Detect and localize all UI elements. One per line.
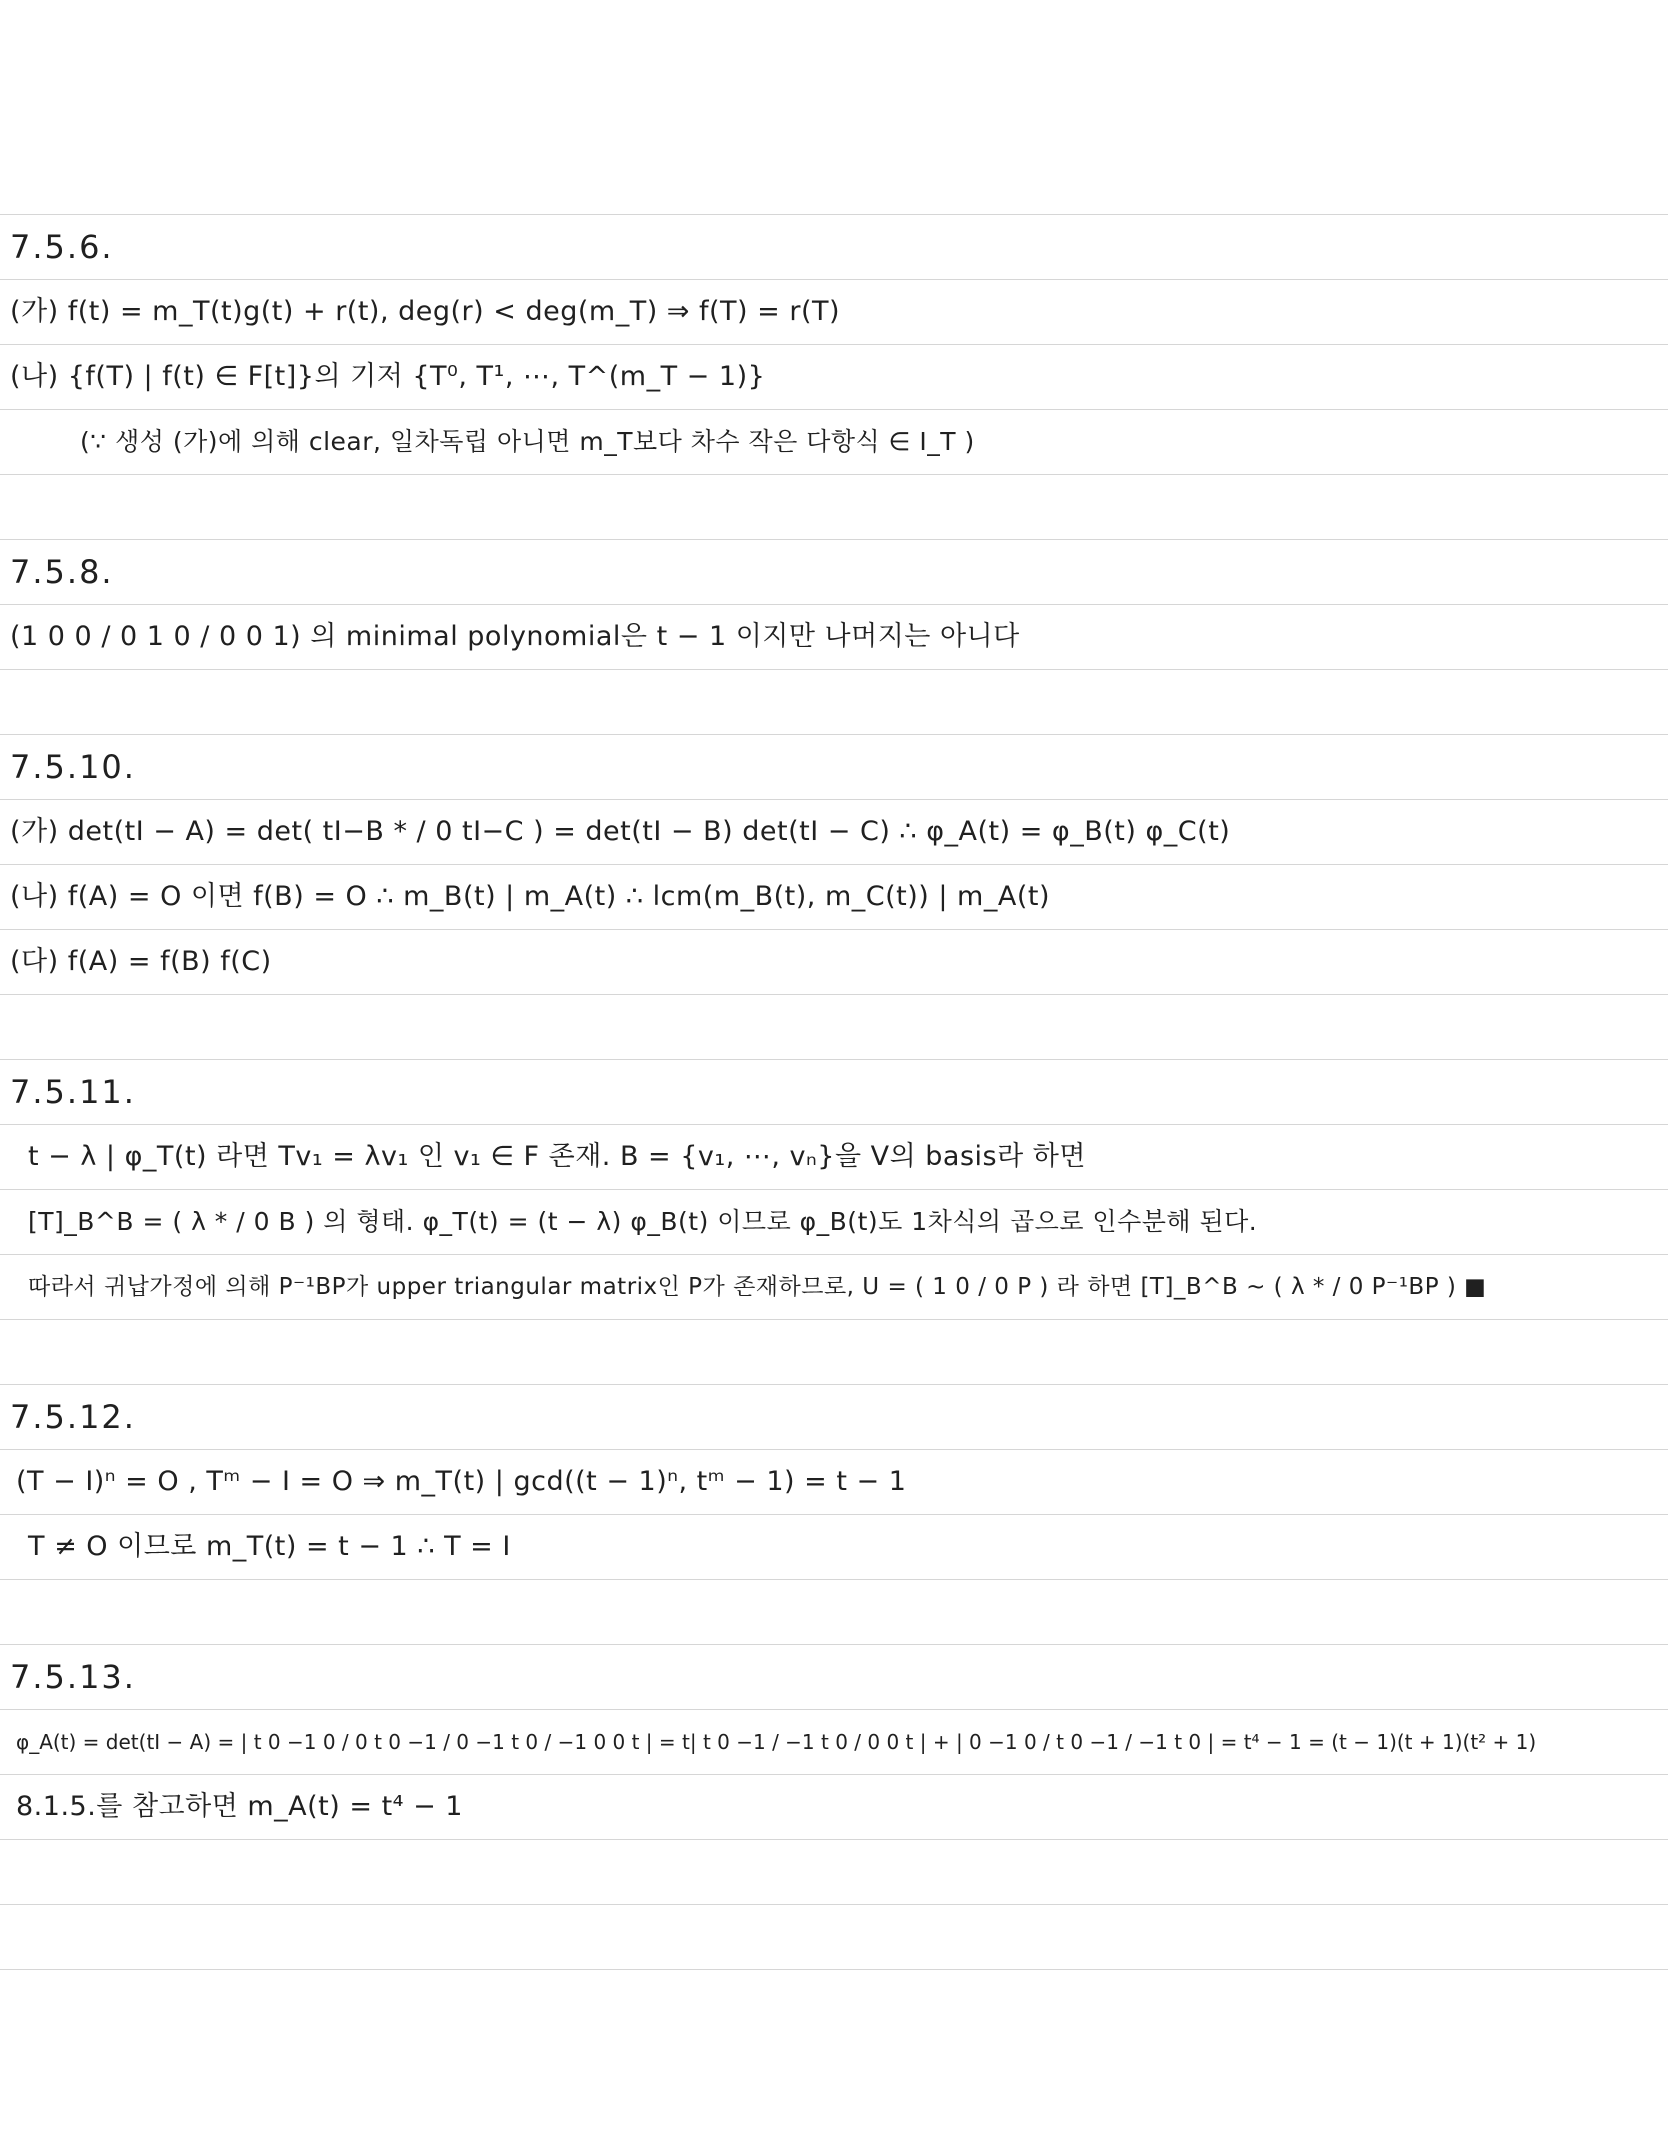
ruled-line <box>0 1839 1668 1840</box>
ruled-line <box>0 669 1668 670</box>
note-line-7-5-10-c: (다) f(A) = f(B) f(C) <box>10 946 272 977</box>
note-line-7-5-12-b: T ≠ O 이므로 m_T(t) = t − 1 ∴ T = I <box>28 1531 511 1562</box>
note-line-7-5-11-c: 따라서 귀납가정에 의해 P⁻¹BP가 upper triangular matrix인 P가 존재하므로, U = ( 1 0 / 0 P ) 라 하면 [T]_B^B ~ ( λ * / 0 P⁻¹BP ) ■ <box>28 1274 1487 1300</box>
note-line-7-5-10-b: (나) f(A) = O 이면 f(B) = O ∴ m_B(t) | m_A(t) ∴ lcm(m_B(t), m_C(t)) | m_A(t) <box>10 881 1050 912</box>
ruled-line <box>0 1319 1668 1320</box>
note-line-7-5-6-c: (∵ 생성 (가)에 의해 clear, 일차독립 아니면 m_T보다 차수 작은 다항식 ∈ I_T ) <box>80 427 975 456</box>
section-heading-7-5-6: 7.5.6. <box>10 228 114 266</box>
ruled-line <box>0 1904 1668 1905</box>
note-line-7-5-10-a: (가) det(tI − A) = det( tI−B * / 0 tI−C ) = det(tI − B) det(tI − C) ∴ φ_A(t) = φ_B(t) φ_C(t) <box>10 816 1231 847</box>
ruled-line <box>0 1969 1668 1970</box>
note-line-7-5-13-a: φ_A(t) = det(tI − A) = | t 0 −1 0 / 0 t 0 −1 / 0 −1 t 0 / −1 0 0 t | = t| t 0 −1 / −1 t 0 / 0 0 t | + | 0 −1 0 / t 0 −1 / −1 t 0 | = t⁴ − 1 = (t − 1)(t + 1)(t² + 1) <box>16 1730 1537 1754</box>
ruled-line <box>0 474 1668 475</box>
section-heading-7-5-10: 7.5.10. <box>10 748 136 786</box>
section-heading-7-5-11: 7.5.11. <box>10 1073 136 1111</box>
note-line-7-5-11-b: [T]_B^B = ( λ * / 0 B ) 의 형태. φ_T(t) = (t − λ) φ_B(t) 이므로 φ_B(t)도 1차식의 곱으로 인수분해 된다. <box>28 1207 1258 1236</box>
note-line-7-5-12-a: (T − I)ⁿ = O , Tᵐ − I = O ⇒ m_T(t) | gcd((t − 1)ⁿ, tᵐ − 1) = t − 1 <box>16 1466 907 1497</box>
ruled-line <box>0 1579 1668 1580</box>
note-line-7-5-8-a: (1 0 0 / 0 1 0 / 0 0 1) 의 minimal polynomial은 t − 1 이지만 나머지는 아니다 <box>10 621 1020 652</box>
ruled-line <box>0 994 1668 995</box>
note-line-7-5-6-b: (나) {f(T) | f(t) ∈ F[t]}의 기저 {T⁰, T¹, ⋯, T^(m_T − 1)} <box>10 361 766 392</box>
section-heading-7-5-13: 7.5.13. <box>10 1658 136 1696</box>
note-line-7-5-13-b: 8.1.5.를 참고하면 m_A(t) = t⁴ − 1 <box>16 1791 463 1822</box>
note-line-7-5-6-a: (가) f(t) = m_T(t)g(t) + r(t), deg(r) < deg(m_T) ⇒ f(T) = r(T) <box>10 296 841 327</box>
note-line-7-5-11-a: t − λ | φ_T(t) 라면 Tv₁ = λv₁ 인 v₁ ∈ F 존재. B = {v₁, ⋯, vₙ}을 V의 basis라 하면 <box>28 1141 1086 1172</box>
section-heading-7-5-12: 7.5.12. <box>10 1398 136 1436</box>
section-heading-7-5-8: 7.5.8. <box>10 553 114 591</box>
